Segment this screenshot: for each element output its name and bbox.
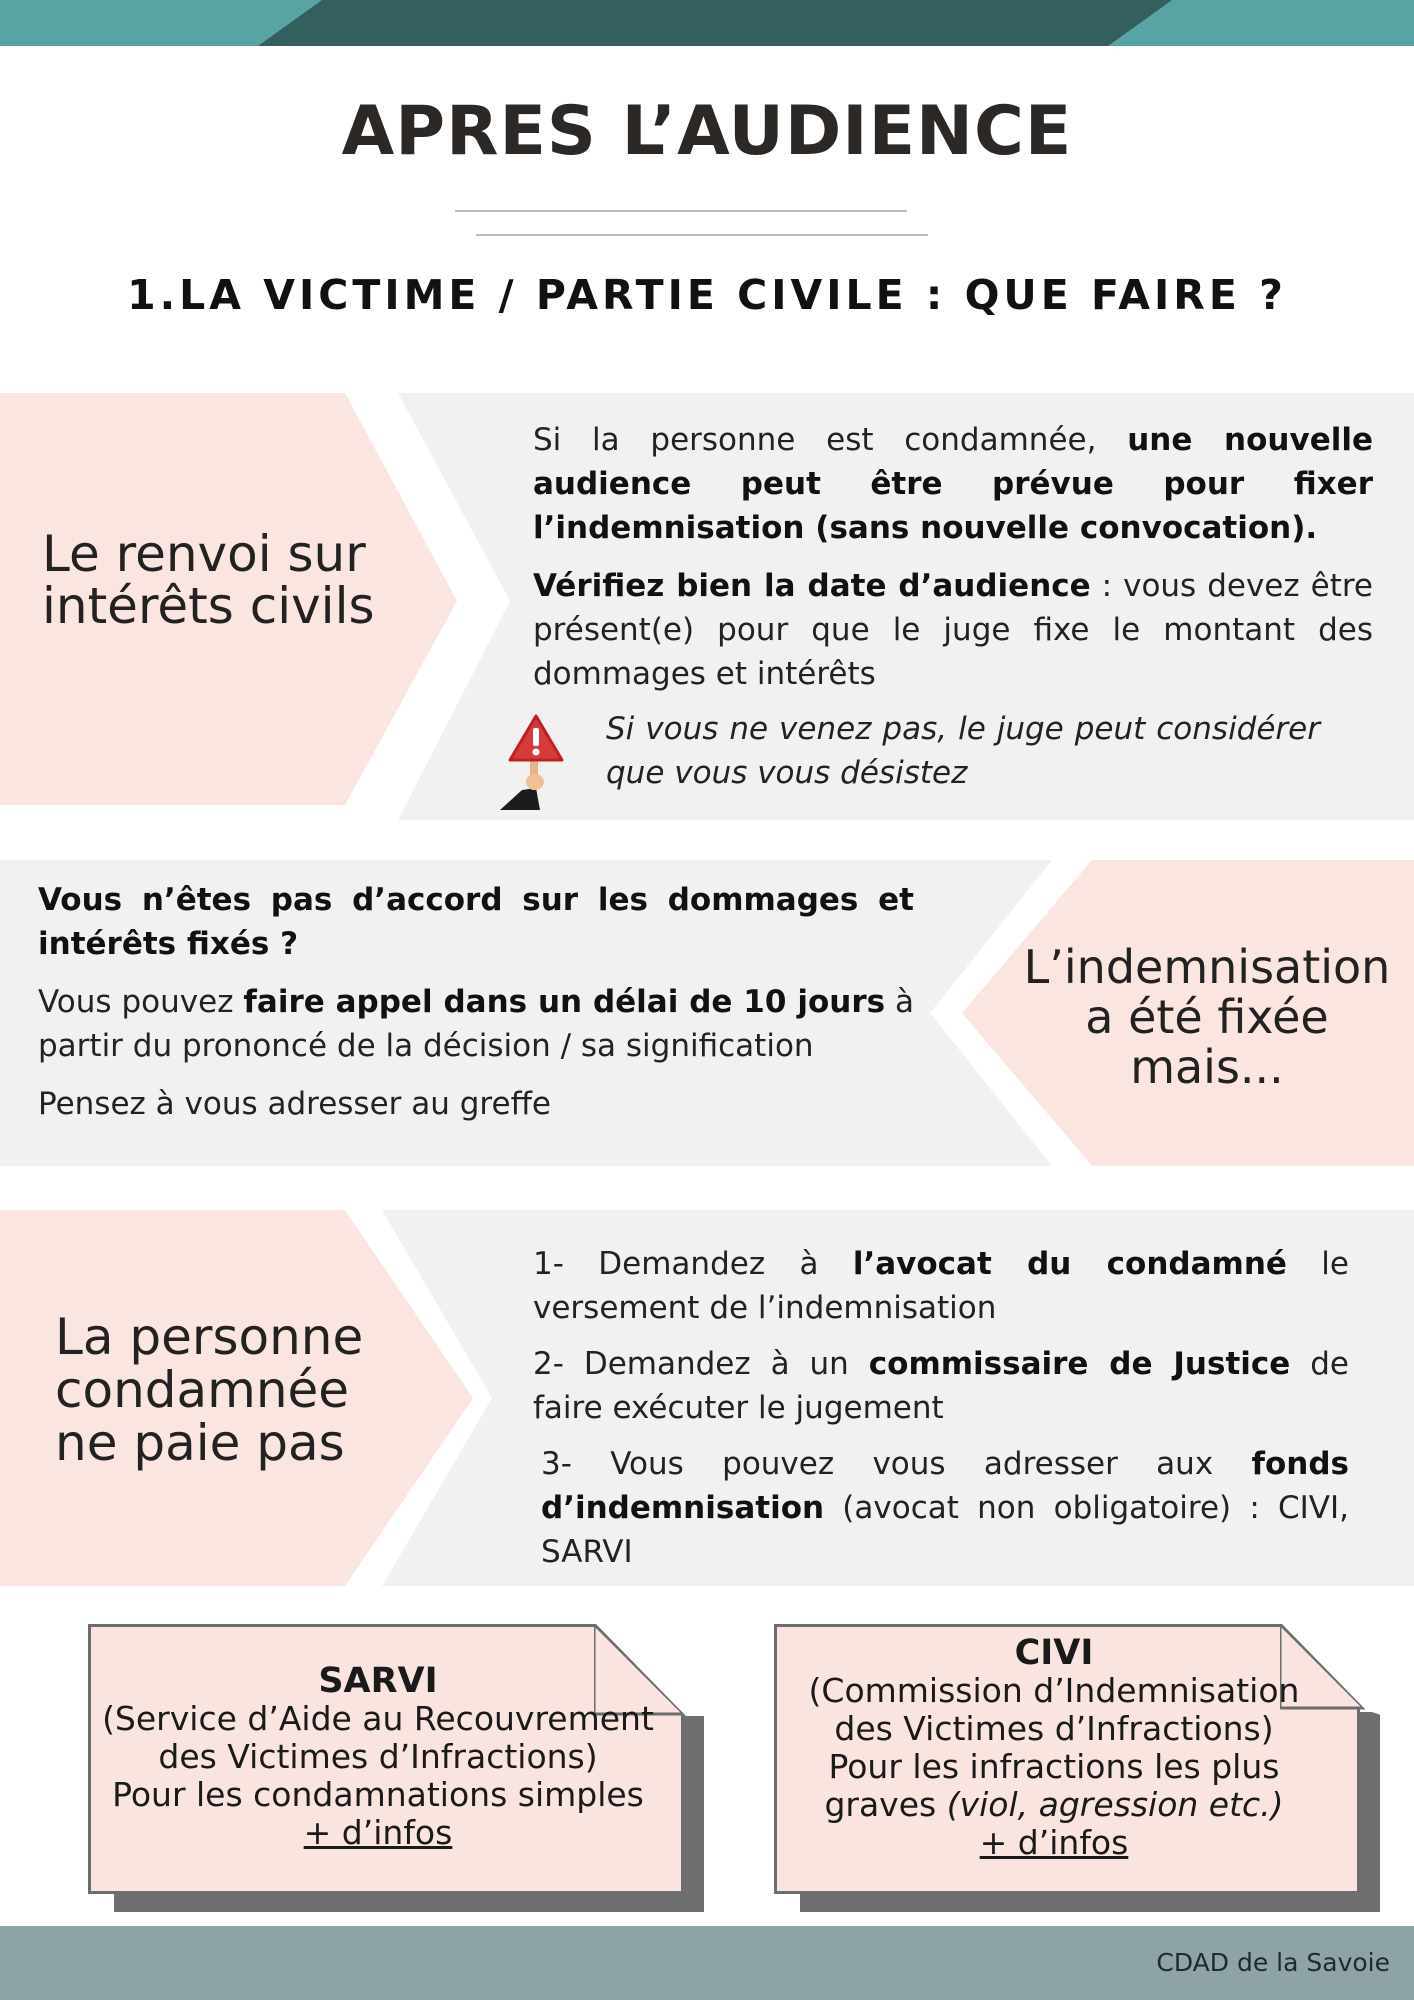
sarvi-line2: des Victimes d’Infractions): [158, 1737, 598, 1776]
sarvi-note-text: [88, 1662, 668, 1852]
top-banner: [0, 0, 1414, 46]
sarvi-more-info-link[interactable]: + d’infos: [303, 1813, 453, 1852]
section3-item1: 1- Demandez à l’avocat du condamné le versement de l’indemnisation: [533, 1246, 1349, 1326]
section3-item2: 2- Demandez à un commissaire de Justice de faire exécuter le jugement: [533, 1346, 1349, 1426]
sarvi-line1: (Service d’Aide au Recouvrement: [102, 1699, 654, 1738]
section1-content: [533, 418, 1373, 696]
section2-label: L’indemnisation a été fixée mais...: [1023, 940, 1391, 1094]
page-title: APRES L’AUDIENCE: [341, 92, 1073, 171]
page-subtitle: 1.LA VICTIME / PARTIE CIVILE : QUE FAIRE ?: [127, 271, 1287, 319]
civi-title: CIVI: [1014, 1633, 1094, 1673]
section3-label: La personne condamnée ne paie pas: [55, 1308, 364, 1472]
section1-paragraph2: Vérifiez bien la date d’audience : vous devez être présent(e) pour que le juge fixe le montant des dommages et intérêts: [533, 568, 1373, 692]
civi-line3: Pour les infractions les plus: [828, 1747, 1280, 1786]
civi-line4: graves (viol, agression etc.): [824, 1785, 1284, 1824]
section2-paragraph1: Vous pouvez faire appel dans un délai de 10 jours à partir du prononcé de la décision / sa signification: [38, 984, 914, 1064]
title-divider-top: [455, 210, 907, 212]
section1-label: Le renvoi sur intérêts civils: [42, 525, 375, 635]
civi-note-text: [774, 1634, 1334, 1862]
section2-question: Vous n’êtes pas d’accord sur les dommages et intérêts fixés ?: [38, 882, 914, 962]
civi-line2: des Victimes d’Infractions): [834, 1709, 1274, 1748]
warning-sign-icon: [500, 714, 572, 810]
section2-paragraph2: Pensez à vous adresser au greffe: [38, 1086, 551, 1122]
section2-content: [38, 878, 914, 1126]
sarvi-note: [88, 1624, 708, 1924]
civi-more-info-link[interactable]: + d’infos: [979, 1823, 1129, 1862]
section1-warning-text: Si vous ne venez pas, le juge peut considérer que vous vous désistez: [606, 711, 1320, 791]
section1-paragraph1: Si la personne est condamnée, une nouvelle audience peut être prévue pour fixer l’indemnisation (sans nouvelle convocation).: [533, 422, 1374, 546]
civi-note: [774, 1624, 1384, 1924]
footer-bar: [0, 1926, 1414, 2000]
title-divider-bottom: [476, 234, 928, 236]
sarvi-line3: Pour les condamnations simples: [112, 1775, 644, 1814]
footer-text: CDAD de la Savoie: [1156, 1948, 1390, 1977]
section3-item3: 3- Vous pouvez vous adresser aux fonds d’indemnisation (avocat non obligatoire) : CIVI, SARVI: [541, 1446, 1349, 1570]
sarvi-title: SARVI: [318, 1661, 438, 1701]
civi-line1: (Commission d’Indemnisation: [808, 1671, 1300, 1710]
section3-content: [533, 1242, 1349, 1574]
